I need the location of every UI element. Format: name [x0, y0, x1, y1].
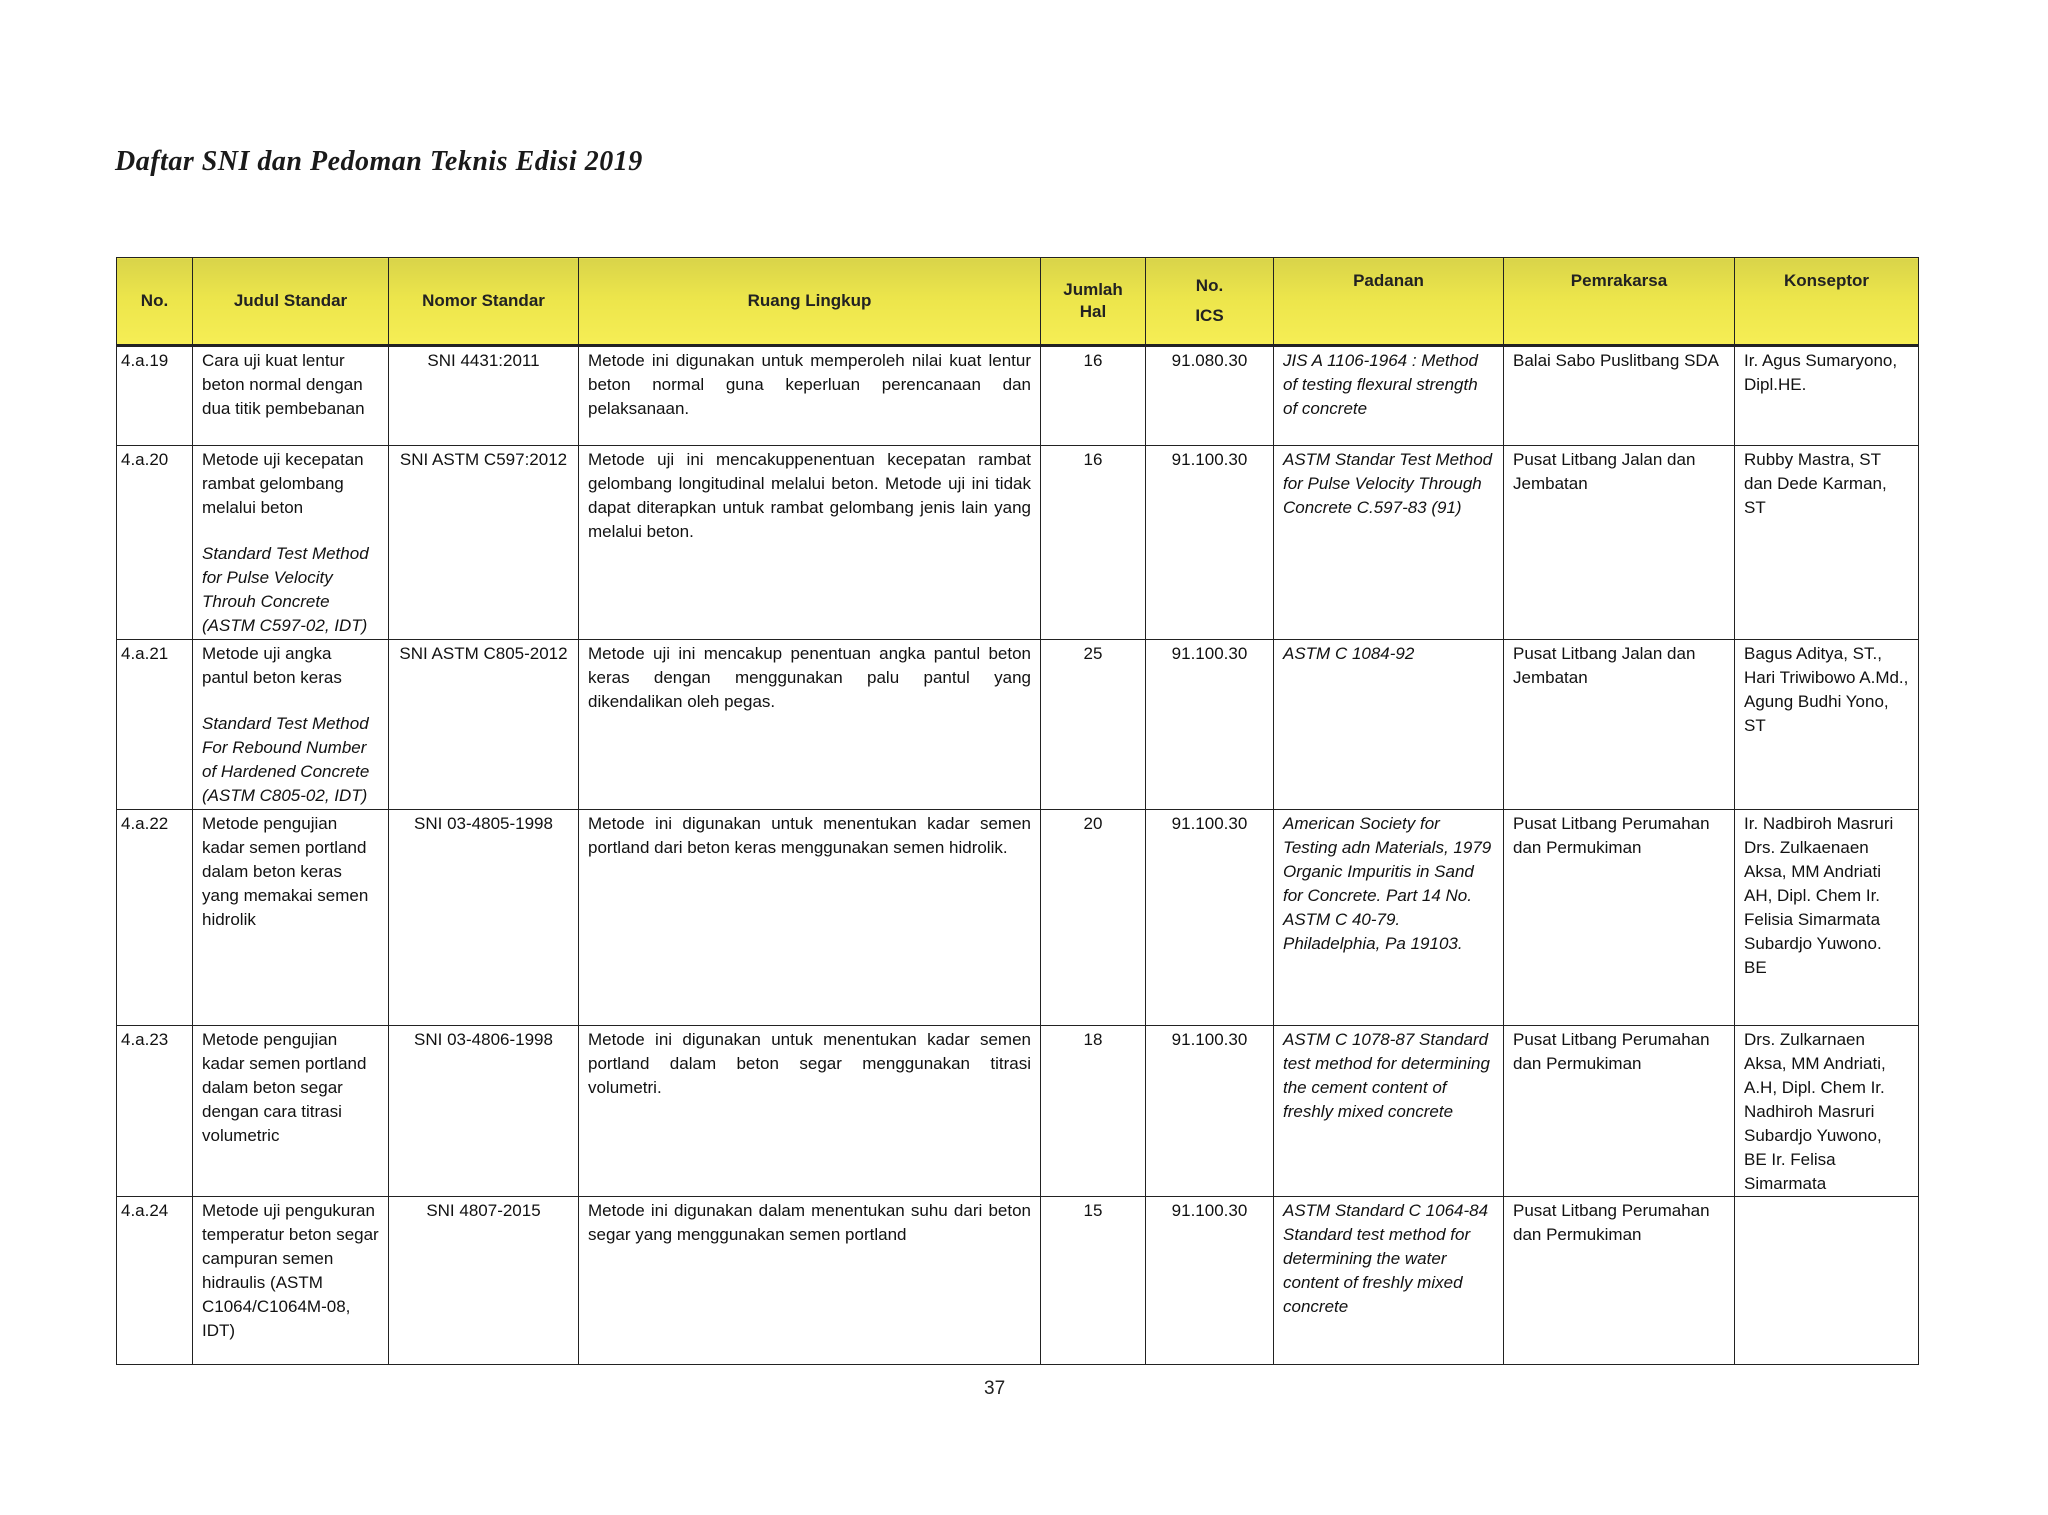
header-padanan: Padanan — [1274, 258, 1504, 346]
cell-ruang: Metode uji ini mencakup penentuan angka pantul beton keras dengan menggunakan palu pantul yang dikendalikan oleh pegas. — [579, 640, 1041, 810]
page-title: Daftar SNI dan Pedoman Teknis Edisi 2019 — [115, 146, 643, 177]
cell-pemrakarsa: Pusat Litbang Perumahan dan Permukiman — [1504, 810, 1735, 1026]
cell-ics: 91.080.30 — [1146, 346, 1274, 446]
table-row — [117, 810, 1919, 1026]
cell-padanan: JIS A 1106-1964 : Method of testing flexural strength of concrete — [1274, 346, 1504, 446]
cell-ics: 91.100.30 — [1146, 1197, 1274, 1365]
cell-konseptor: Bagus Aditya, ST., Hari Triwibowo A.Md., Agung Budhi Yono, ST — [1735, 640, 1919, 810]
header-ics-line2: ICS — [1195, 306, 1224, 325]
cell-ics: 91.100.30 — [1146, 810, 1274, 1026]
header-konseptor: Konseptor — [1735, 258, 1919, 346]
cell-ruang: Metode ini digunakan untuk menentukan kadar semen portland dari beton keras menggunakan semen hidrolik. — [579, 810, 1041, 1026]
standards-table — [116, 257, 1919, 1365]
header-jumlah-line2: Hal — [1079, 302, 1107, 321]
cell-jumlah: 16 — [1041, 346, 1146, 446]
header-nomor-standar: Nomor Standar — [389, 258, 579, 346]
cell-no: 4.a.23 — [117, 1026, 193, 1197]
cell-konseptor: Rubby Mastra, ST dan Dede Karman, ST — [1735, 446, 1919, 640]
cell-no: 4.a.22 — [117, 810, 193, 1026]
cell-judul-id: Metode uji angka pantul beton keras — [202, 644, 342, 687]
header-ruang-lingkup: Ruang Lingkup — [579, 258, 1041, 346]
cell-judul: Cara uji kuat lentur beton normal dengan dua titik pembebanan — [193, 346, 389, 446]
cell-no: 4.a.20 — [117, 446, 193, 640]
cell-nomor: SNI 4431:2011 — [389, 346, 579, 446]
table-row — [117, 446, 1919, 640]
cell-padanan: ASTM C 1084-92 — [1274, 640, 1504, 810]
header-judul-standar: Judul Standar — [193, 258, 389, 346]
cell-ruang: Metode ini digunakan untuk memperoleh nilai kuat lentur beton normal guna keperluan perencanaan dan pelaksanaan. — [579, 346, 1041, 446]
cell-konseptor: Drs. Zulkarnaen Aksa, MM Andriati, A.H, Dipl. Chem Ir. Nadhiroh Masruri Subardjo Yuwono, BE Ir. Felisa Simarmata — [1735, 1026, 1919, 1197]
cell-ics: 91.100.30 — [1146, 446, 1274, 640]
table-row — [117, 640, 1919, 810]
table-row — [117, 1197, 1919, 1365]
cell-pemrakarsa: Balai Sabo Puslitbang SDA — [1504, 346, 1735, 446]
cell-judul: Metode pengujian kadar semen portland dalam beton keras yang memakai semen hidrolik — [193, 810, 389, 1026]
cell-jumlah: 18 — [1041, 1026, 1146, 1197]
cell-padanan: ASTM C 1078-87 Standard test method for determining the cement content of freshly mixed concrete — [1274, 1026, 1504, 1197]
cell-jumlah: 20 — [1041, 810, 1146, 1026]
header-no-ics — [1146, 258, 1274, 346]
cell-ics: 91.100.30 — [1146, 1026, 1274, 1197]
header-jumlah-hal — [1041, 258, 1146, 346]
cell-jumlah: 25 — [1041, 640, 1146, 810]
table-row — [117, 346, 1919, 446]
header-pemrakarsa: Pemrakarsa — [1504, 258, 1735, 346]
header-no: No. — [117, 258, 193, 346]
cell-konseptor: Ir. Agus Sumaryono, Dipl.HE. — [1735, 346, 1919, 446]
page-number: 37 — [984, 1378, 1006, 1399]
header-ics-line1: No. — [1195, 275, 1224, 295]
cell-nomor: SNI 4807-2015 — [389, 1197, 579, 1365]
cell-judul-en: Standard Test Method for Pulse Velocity Throuh Concrete (ASTM C597-02, IDT) — [202, 544, 369, 635]
cell-konseptor — [1735, 1197, 1919, 1365]
cell-nomor: SNI ASTM C805-2012 — [389, 640, 579, 810]
cell-judul — [193, 640, 389, 810]
cell-judul-id: Metode uji kecepatan rambat gelombang melalui beton — [202, 450, 364, 517]
cell-judul: Metode uji pengukuran temperatur beton segar campuran semen hidraulis (ASTM C1064/C1064M-08, IDT) — [193, 1197, 389, 1365]
cell-ruang: Metode ini digunakan dalam menentukan suhu dari beton segar yang menggunakan semen portland — [579, 1197, 1041, 1365]
cell-judul: Metode pengujian kadar semen portland dalam beton segar dengan cara titrasi volumetric — [193, 1026, 389, 1197]
cell-ruang: Metode uji ini mencakuppenentuan kecepatan rambat gelombang longitudinal melalui beton. Metode uji ini tidak dapat diterapkan untuk rambat gelombang jenis lain yang melalui beton. — [579, 446, 1041, 640]
cell-no: 4.a.19 — [117, 346, 193, 446]
cell-judul — [193, 446, 389, 640]
cell-ics: 91.100.30 — [1146, 640, 1274, 810]
cell-pemrakarsa: Pusat Litbang Jalan dan Jembatan — [1504, 446, 1735, 640]
cell-jumlah: 16 — [1041, 446, 1146, 640]
cell-padanan: ASTM Standar Test Method for Pulse Velocity Through Concrete C.597-83 (91) — [1274, 446, 1504, 640]
cell-padanan: ASTM Standard C 1064-84 Standard test method for determining the water content of freshly mixed concrete — [1274, 1197, 1504, 1365]
cell-judul-en: Standard Test Method For Rebound Number of Hardened Concrete (ASTM C805-02, IDT) — [202, 714, 370, 805]
cell-no: 4.a.21 — [117, 640, 193, 810]
cell-padanan: American Society for Testing adn Materials, 1979 Organic Impuritis in Sand for Concrete. Part 14 No. ASTM C 40-79. Philadelphia, Pa 19103. — [1274, 810, 1504, 1026]
table-header-row — [117, 258, 1919, 346]
cell-ruang: Metode ini digunakan untuk menentukan kadar semen portland dalam beton segar menggunakan titrasi volumetri. — [579, 1026, 1041, 1197]
table-row — [117, 1026, 1919, 1197]
header-jumlah-line1: Jumlah — [1063, 279, 1123, 299]
cell-nomor: SNI 03-4806-1998 — [389, 1026, 579, 1197]
cell-konseptor: Ir. Nadbiroh Masruri Drs. Zulkaenaen Aksa, MM Andriati AH, Dipl. Chem Ir. Felisia Simarmata Subardjo Yuwono. BE — [1735, 810, 1919, 1026]
cell-nomor: SNI 03-4805-1998 — [389, 810, 579, 1026]
cell-jumlah: 15 — [1041, 1197, 1146, 1365]
cell-no: 4.a.24 — [117, 1197, 193, 1365]
cell-pemrakarsa: Pusat Litbang Perumahan dan Permukiman — [1504, 1026, 1735, 1197]
cell-pemrakarsa: Pusat Litbang Jalan dan Jembatan — [1504, 640, 1735, 810]
cell-pemrakarsa: Pusat Litbang Perumahan dan Permukiman — [1504, 1197, 1735, 1365]
cell-nomor: SNI ASTM C597:2012 — [389, 446, 579, 640]
